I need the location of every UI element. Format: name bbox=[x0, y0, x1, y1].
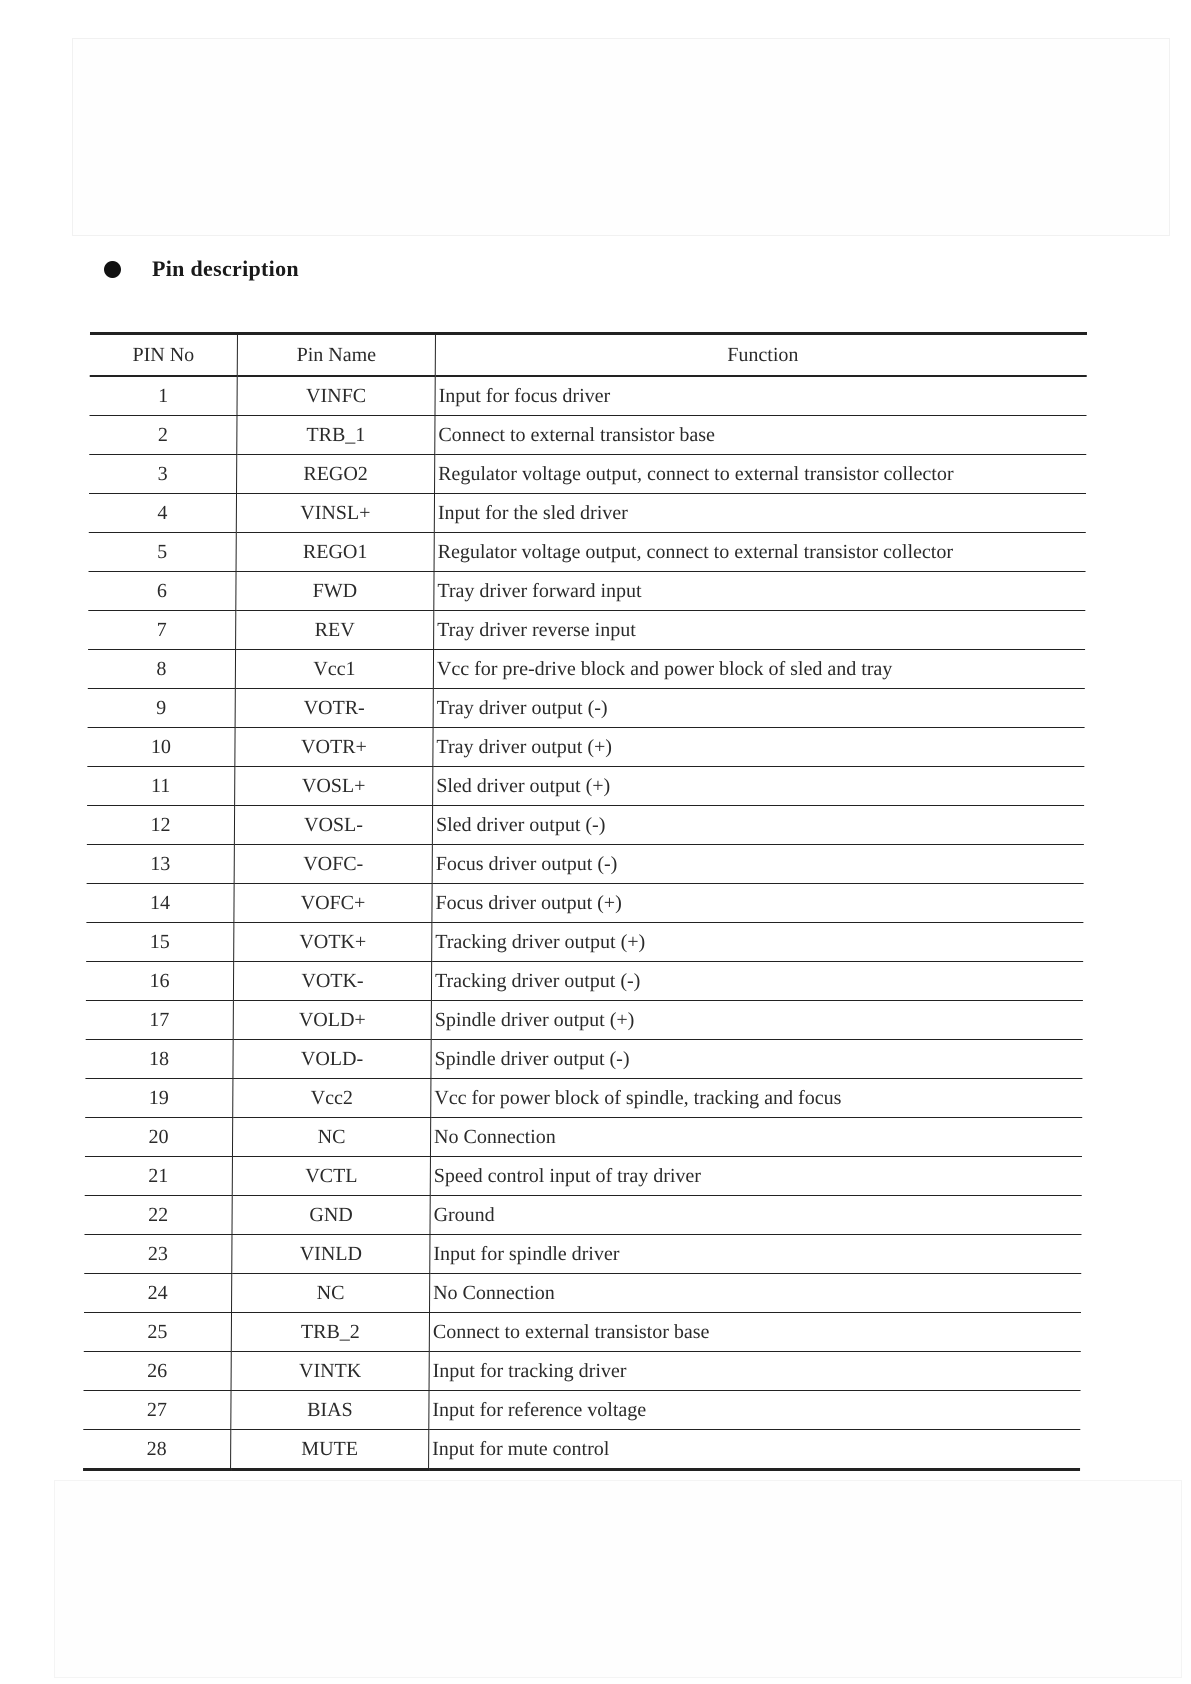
pin-function: Tracking driver output (-) bbox=[431, 962, 1083, 1001]
pin-name: TRB_1 bbox=[237, 416, 435, 455]
pin-number: 24 bbox=[84, 1274, 232, 1313]
pin-function: Speed control input of tray driver bbox=[430, 1157, 1082, 1196]
pin-name: REV bbox=[236, 611, 434, 650]
pin-name: VOSL+ bbox=[235, 767, 433, 806]
section-title: Pin description bbox=[152, 256, 299, 281]
bullet-icon bbox=[104, 261, 121, 278]
pin-number: 11 bbox=[87, 767, 235, 806]
table-row bbox=[85, 1040, 1082, 1079]
pin-function: Tray driver forward input bbox=[434, 572, 1086, 611]
table-row bbox=[89, 416, 1086, 455]
pin-name: Vcc1 bbox=[235, 650, 433, 689]
pin-number: 8 bbox=[88, 650, 236, 689]
table-row bbox=[84, 1196, 1081, 1235]
table-row bbox=[87, 845, 1084, 884]
pin-function: Tray driver reverse input bbox=[434, 611, 1086, 650]
pin-function: Regulator voltage output, connect to external transistor collector bbox=[435, 455, 1087, 494]
pin-number: 3 bbox=[89, 455, 237, 494]
pin-function: Connect to external transistor base bbox=[435, 416, 1087, 455]
pin-name: GND bbox=[232, 1196, 430, 1235]
pin-number: 20 bbox=[85, 1118, 233, 1157]
pin-number: 18 bbox=[85, 1040, 233, 1079]
pin-function: Input for spindle driver bbox=[430, 1235, 1082, 1274]
table-row bbox=[88, 689, 1085, 728]
pin-name: VINFC bbox=[237, 376, 435, 416]
pin-function: Focus driver output (+) bbox=[432, 884, 1084, 923]
table-row bbox=[85, 1118, 1082, 1157]
pin-function: Focus driver output (-) bbox=[432, 845, 1084, 884]
pin-name: FWD bbox=[236, 572, 434, 611]
table-row bbox=[87, 767, 1084, 806]
pin-number: 19 bbox=[85, 1079, 233, 1118]
pin-name: VOTK- bbox=[233, 962, 431, 1001]
pin-function: Input for reference voltage bbox=[429, 1391, 1081, 1430]
pin-number: 13 bbox=[87, 845, 235, 884]
pin-function: Input for focus driver bbox=[435, 376, 1087, 416]
table-row bbox=[86, 923, 1083, 962]
pin-number: 4 bbox=[89, 494, 237, 533]
section-heading bbox=[104, 256, 299, 282]
pin-function: Spindle driver output (+) bbox=[431, 1001, 1083, 1040]
table-row bbox=[89, 376, 1086, 416]
pin-name: VINTK bbox=[231, 1352, 429, 1391]
pin-name: REGO2 bbox=[237, 455, 435, 494]
pin-name: VOFC- bbox=[234, 845, 432, 884]
pin-name: NC bbox=[232, 1118, 430, 1157]
pin-number: 15 bbox=[86, 923, 234, 962]
table-row bbox=[89, 455, 1086, 494]
table-row bbox=[89, 494, 1086, 533]
table-row bbox=[84, 1352, 1081, 1391]
table-row bbox=[87, 728, 1084, 767]
pin-function: No Connection bbox=[430, 1274, 1082, 1313]
pin-name: BIAS bbox=[231, 1391, 429, 1430]
pin-function: Sled driver output (+) bbox=[433, 767, 1085, 806]
table-row bbox=[84, 1313, 1081, 1352]
header-pin-name: Pin Name bbox=[237, 334, 435, 377]
header-pin-no: PIN No bbox=[90, 334, 238, 377]
header-function: Function bbox=[435, 334, 1087, 377]
pin-name: VOLD- bbox=[233, 1040, 431, 1079]
table-header-row bbox=[90, 334, 1087, 377]
table-row bbox=[86, 1001, 1083, 1040]
pin-name: VCTL bbox=[232, 1157, 430, 1196]
pin-name: VOTR+ bbox=[235, 728, 433, 767]
pin-function: Vcc for power block of spindle, tracking and focus bbox=[431, 1079, 1083, 1118]
pin-number: 23 bbox=[84, 1235, 232, 1274]
pin-number: 27 bbox=[83, 1391, 231, 1430]
pin-name: TRB_2 bbox=[231, 1313, 429, 1352]
blank-footer-region bbox=[54, 1480, 1182, 1678]
pin-number: 25 bbox=[84, 1313, 232, 1352]
pin-function: Ground bbox=[430, 1196, 1082, 1235]
table-body bbox=[83, 376, 1087, 1470]
table-row bbox=[83, 1430, 1080, 1470]
table-row bbox=[85, 1157, 1082, 1196]
pin-function: Tracking driver output (+) bbox=[432, 923, 1084, 962]
pin-number: 17 bbox=[86, 1001, 234, 1040]
pin-name: REGO1 bbox=[236, 533, 434, 572]
pin-number: 6 bbox=[88, 572, 236, 611]
pin-function: Input for mute control bbox=[429, 1430, 1081, 1470]
pin-number: 22 bbox=[84, 1196, 232, 1235]
pin-function: Input for tracking driver bbox=[429, 1352, 1081, 1391]
pin-function: Input for the sled driver bbox=[434, 494, 1086, 533]
pin-function: Connect to external transistor base bbox=[429, 1313, 1081, 1352]
blank-header-region bbox=[72, 38, 1170, 236]
pin-number: 26 bbox=[84, 1352, 232, 1391]
pin-function: No Connection bbox=[430, 1118, 1082, 1157]
pin-name: VOTK+ bbox=[234, 923, 432, 962]
pin-name: VOTR- bbox=[235, 689, 433, 728]
pin-number: 9 bbox=[88, 689, 236, 728]
pin-function: Vcc for pre-drive block and power block of sled and tray bbox=[433, 650, 1085, 689]
table-row bbox=[88, 650, 1085, 689]
pin-name: NC bbox=[232, 1274, 430, 1313]
table-row bbox=[85, 1079, 1082, 1118]
pin-name: VOLD+ bbox=[233, 1001, 431, 1040]
pin-number: 1 bbox=[89, 376, 237, 416]
table-row bbox=[88, 611, 1085, 650]
table-row bbox=[86, 962, 1083, 1001]
pin-number: 14 bbox=[86, 884, 234, 923]
pin-function: Spindle driver output (-) bbox=[431, 1040, 1083, 1079]
pin-number: 12 bbox=[87, 806, 235, 845]
pin-name: VINSL+ bbox=[236, 494, 434, 533]
pin-function: Tray driver output (+) bbox=[433, 728, 1085, 767]
pin-number: 21 bbox=[85, 1157, 233, 1196]
pin-function: Tray driver output (-) bbox=[433, 689, 1085, 728]
pin-function: Sled driver output (-) bbox=[432, 806, 1084, 845]
pin-name: VINLD bbox=[232, 1235, 430, 1274]
table-row bbox=[87, 806, 1084, 845]
pin-name: Vcc2 bbox=[233, 1079, 431, 1118]
table-row bbox=[89, 533, 1086, 572]
table-row bbox=[88, 572, 1085, 611]
pin-description-table bbox=[83, 332, 1087, 1471]
table-row bbox=[84, 1274, 1081, 1313]
pin-function: Regulator voltage output, connect to external transistor collector bbox=[434, 533, 1086, 572]
pin-name: MUTE bbox=[231, 1430, 429, 1470]
pin-number: 5 bbox=[89, 533, 237, 572]
pin-number: 2 bbox=[89, 416, 237, 455]
pin-number: 7 bbox=[88, 611, 236, 650]
pin-number: 16 bbox=[86, 962, 234, 1001]
table-row bbox=[83, 1391, 1080, 1430]
table-row bbox=[86, 884, 1083, 923]
pin-number: 28 bbox=[83, 1430, 231, 1470]
table-row bbox=[84, 1235, 1081, 1274]
pin-name: VOSL- bbox=[234, 806, 432, 845]
pin-name: VOFC+ bbox=[234, 884, 432, 923]
pin-number: 10 bbox=[87, 728, 235, 767]
